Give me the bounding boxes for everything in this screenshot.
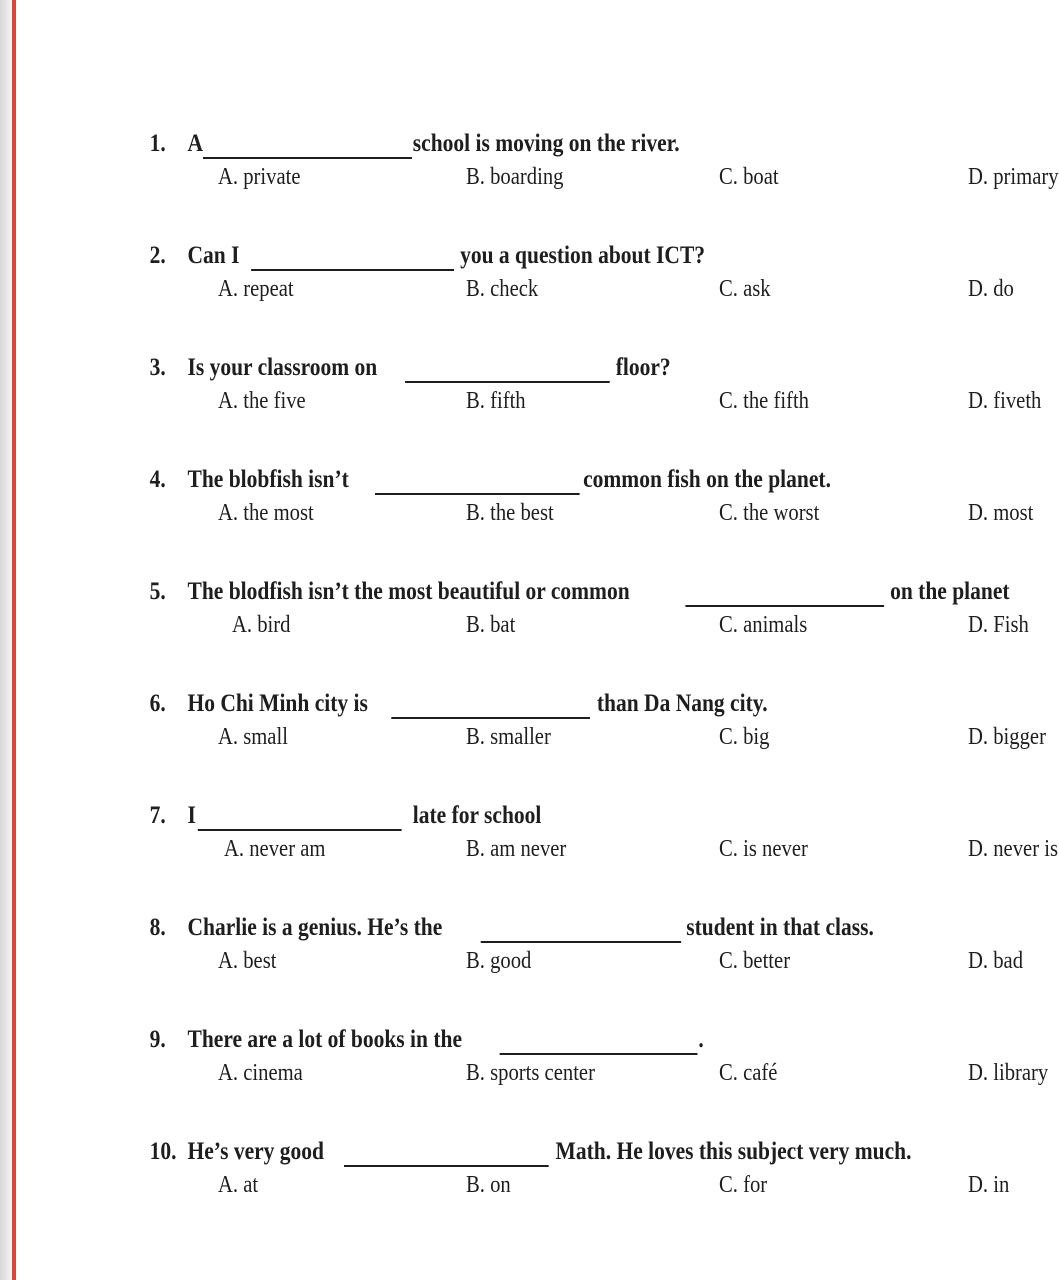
option-c[interactable]: C. the fifth bbox=[719, 388, 810, 414]
question-number: 8. bbox=[149, 914, 166, 941]
question-4 bbox=[0, 462, 1034, 552]
option-b[interactable]: B. bat bbox=[466, 612, 516, 638]
question-stem: Is your classroom on bbox=[187, 354, 378, 381]
question-number: 10. bbox=[149, 1138, 177, 1165]
options-row bbox=[0, 500, 1034, 540]
question-number: 6. bbox=[149, 690, 166, 717]
question-line bbox=[0, 462, 881, 502]
option-c[interactable]: C. the worst bbox=[719, 500, 820, 526]
option-b[interactable]: B. good bbox=[466, 948, 532, 974]
question-after-blank: floor? bbox=[615, 354, 671, 381]
options-row bbox=[0, 724, 1046, 764]
options-row bbox=[0, 1172, 1024, 1212]
option-c[interactable]: C. big bbox=[719, 724, 770, 750]
answer-blank[interactable] bbox=[251, 269, 454, 271]
option-d[interactable]: D. most bbox=[968, 500, 1034, 526]
option-d[interactable]: D. bad bbox=[968, 948, 1024, 974]
option-d[interactable]: D. bigger bbox=[968, 724, 1046, 750]
question-after-blank: you a question about ICT? bbox=[460, 242, 706, 269]
question-line bbox=[0, 126, 881, 166]
question-line bbox=[0, 910, 881, 950]
option-a[interactable]: A. best bbox=[218, 948, 277, 974]
question-number: 5. bbox=[149, 578, 166, 605]
answer-blank[interactable] bbox=[405, 381, 610, 383]
question-6 bbox=[0, 686, 1046, 776]
question-line bbox=[0, 798, 881, 838]
answer-blank[interactable] bbox=[344, 1165, 549, 1167]
option-c[interactable]: C. boat bbox=[719, 164, 779, 190]
options-row bbox=[0, 1060, 1049, 1100]
option-a[interactable]: A. bird bbox=[232, 612, 291, 638]
option-c[interactable]: C. ask bbox=[719, 276, 771, 302]
option-c[interactable]: C. café bbox=[719, 1060, 778, 1086]
answer-blank[interactable] bbox=[685, 605, 884, 607]
question-stem: Ho Chi Minh city is bbox=[187, 690, 368, 717]
question-line bbox=[0, 350, 881, 390]
answer-blank[interactable] bbox=[198, 829, 402, 831]
question-line bbox=[0, 686, 881, 726]
question-number: 3. bbox=[149, 354, 166, 381]
question-stem: I bbox=[187, 802, 196, 829]
option-b[interactable]: B. check bbox=[466, 276, 539, 302]
option-c[interactable]: C. animals bbox=[719, 612, 808, 638]
question-8 bbox=[0, 910, 1024, 1000]
option-b[interactable]: B. boarding bbox=[466, 164, 564, 190]
question-after-blank: than Da Nang city. bbox=[596, 690, 768, 717]
option-c[interactable]: C. for bbox=[719, 1172, 768, 1198]
question-5 bbox=[0, 574, 1029, 664]
option-a[interactable]: A. repeat bbox=[218, 276, 294, 302]
option-a[interactable]: A. private bbox=[218, 164, 301, 190]
option-a[interactable]: A. small bbox=[218, 724, 288, 750]
question-after-blank: Math. He loves this subject very much. bbox=[555, 1138, 912, 1165]
options-row bbox=[0, 164, 1059, 204]
option-b[interactable]: B. smaller bbox=[466, 724, 551, 750]
option-b[interactable]: B. sports center bbox=[466, 1060, 595, 1086]
option-d[interactable]: D. library bbox=[968, 1060, 1049, 1086]
question-line bbox=[0, 1022, 881, 1062]
option-a[interactable]: A. at bbox=[218, 1172, 259, 1198]
question-after-blank: common fish on the planet. bbox=[583, 466, 831, 493]
answer-blank[interactable] bbox=[375, 493, 580, 495]
answer-blank[interactable] bbox=[391, 717, 590, 719]
question-stem: Can I bbox=[187, 242, 240, 269]
option-d[interactable]: D. do bbox=[968, 276, 1014, 302]
question-after-blank: . bbox=[698, 1026, 704, 1053]
question-number: 7. bbox=[149, 802, 166, 829]
question-number: 2. bbox=[149, 242, 166, 269]
option-d[interactable]: D. never is bbox=[968, 836, 1058, 862]
question-line bbox=[0, 238, 881, 278]
option-a[interactable]: A. cinema bbox=[218, 1060, 303, 1086]
question-number: 4. bbox=[149, 466, 166, 493]
question-stem: There are a lot of books in the bbox=[187, 1026, 463, 1053]
options-row bbox=[0, 612, 1029, 652]
question-after-blank: late for school bbox=[412, 802, 542, 829]
question-stem: The blodfish isn’t the most beautiful or common bbox=[187, 578, 630, 605]
option-d[interactable]: D. primary bbox=[968, 164, 1059, 190]
option-c[interactable]: C. is never bbox=[719, 836, 808, 862]
question-stem: A bbox=[187, 130, 204, 157]
question-10 bbox=[0, 1134, 1024, 1224]
option-d[interactable]: D. in bbox=[968, 1172, 1010, 1198]
options-row bbox=[0, 388, 1042, 428]
question-after-blank: student in that class. bbox=[686, 914, 874, 941]
question-9 bbox=[0, 1022, 1049, 1112]
question-stem: Charlie is a genius. He’s the bbox=[187, 914, 443, 941]
option-d[interactable]: D. fiveth bbox=[968, 388, 1042, 414]
option-a[interactable]: A. the most bbox=[218, 500, 314, 526]
question-1 bbox=[0, 126, 1059, 216]
answer-blank[interactable] bbox=[481, 941, 681, 943]
question-2 bbox=[0, 238, 1024, 328]
question-number: 9. bbox=[149, 1026, 166, 1053]
option-b[interactable]: B. the best bbox=[466, 500, 554, 526]
question-3 bbox=[0, 350, 1042, 440]
option-a[interactable]: A. never am bbox=[224, 836, 326, 862]
option-a[interactable]: A. the five bbox=[218, 388, 306, 414]
question-7 bbox=[0, 798, 1058, 888]
option-b[interactable]: B. on bbox=[466, 1172, 511, 1198]
question-line bbox=[0, 574, 1010, 614]
question-line bbox=[0, 1134, 912, 1174]
option-c[interactable]: C. better bbox=[719, 948, 791, 974]
question-number: 1. bbox=[149, 130, 166, 157]
question-stem: The blobfish isn’t bbox=[187, 466, 349, 493]
question-after-blank: on the planet bbox=[890, 578, 1010, 605]
answer-blank[interactable] bbox=[500, 1053, 698, 1055]
option-b[interactable]: B. fifth bbox=[466, 388, 526, 414]
question-after-blank: school is moving on the river. bbox=[412, 130, 680, 157]
options-row bbox=[0, 276, 1024, 316]
option-b[interactable]: B. am never bbox=[466, 836, 567, 862]
question-stem: He’s very good bbox=[187, 1138, 325, 1165]
options-row bbox=[0, 948, 1024, 988]
options-row bbox=[0, 836, 1058, 876]
option-d[interactable]: D. Fish bbox=[968, 612, 1029, 638]
answer-blank[interactable] bbox=[203, 157, 412, 159]
